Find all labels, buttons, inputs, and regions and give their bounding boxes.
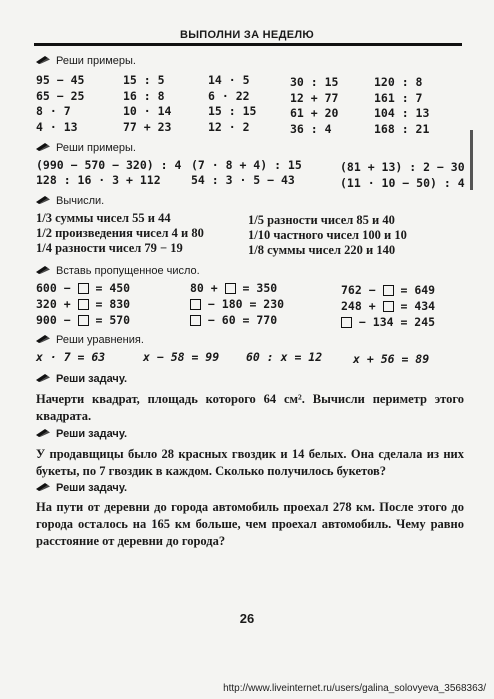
task-heading-text: Реши задачу. [56, 373, 128, 385]
example: 14 · 5 [208, 73, 250, 87]
page-title: ВЫПОЛНИ ЗА НЕДЕЛЮ [179, 29, 315, 41]
expression-part: − 180 = 230 [201, 297, 285, 311]
expression: (990 − 570 − 320) : 4 [36, 158, 182, 172]
expression-part: − 60 = 770 [201, 313, 278, 327]
pencil-icon [36, 374, 50, 382]
pencil-icon [36, 266, 50, 274]
missing-number-item [190, 281, 277, 295]
pencil-icon [36, 56, 50, 64]
task-heading-text: Реши примеры. [56, 142, 136, 154]
pencil-icon [36, 483, 50, 491]
pencil-icon [36, 196, 50, 204]
missing-number-item [36, 313, 130, 327]
example: 77 + 23 [123, 120, 172, 134]
example: 120 : 8 [374, 75, 423, 89]
answer-box [383, 301, 394, 312]
task-heading-5 [36, 334, 144, 346]
expression: (11 · 10 − 50) : 4 [340, 176, 465, 190]
expression-part: = 830 [88, 297, 131, 311]
calc-item: 1/5 разности чисел 85 и 40 [248, 213, 395, 227]
example: 65 − 25 [36, 89, 85, 103]
example: 30 : 15 [290, 75, 339, 89]
answer-box [383, 285, 394, 296]
example: 12 · 2 [208, 120, 250, 134]
task-heading-7 [36, 428, 127, 440]
task-heading-3 [36, 195, 104, 207]
missing-number-item [341, 283, 435, 297]
expression-part: 320 + [36, 297, 78, 311]
task-heading-8 [36, 482, 127, 494]
answer-box [78, 315, 89, 326]
header-rule [34, 43, 462, 46]
expression-part: = 350 [235, 281, 278, 295]
example: 61 + 20 [290, 106, 339, 120]
missing-number-item [190, 313, 277, 327]
expression: (81 + 13) : 2 − 30 [340, 160, 465, 174]
expression-part: − 134 = 245 [352, 315, 436, 329]
footer-url: http://www.liveinternet.ru/users/galina_solovyeva_3568363/ [223, 683, 486, 694]
pencil-icon [36, 335, 50, 343]
task-heading-6 [36, 373, 127, 385]
answer-box [78, 299, 89, 310]
example: 15 : 15 [208, 104, 257, 118]
missing-number-item [36, 281, 130, 295]
expression-part: = 450 [88, 281, 131, 295]
expression: 128 : 16 · 3 + 112 [36, 173, 161, 187]
answer-box [190, 299, 201, 310]
expression: 54 : 3 · 5 − 43 [191, 173, 295, 187]
task-heading-text: Реши задачу. [56, 428, 128, 440]
example: 104 : 13 [374, 106, 430, 120]
page-number: 26 [239, 611, 255, 626]
expression-part: = 570 [88, 313, 131, 327]
expression-part: 248 + [341, 299, 383, 313]
task-heading-1 [36, 55, 136, 67]
answer-box [225, 283, 236, 294]
calc-item: 1/8 суммы чисел 220 и 140 [248, 243, 396, 257]
calc-item: 1/10 частного чисел 100 и 10 [248, 228, 407, 242]
expression-part: = 434 [393, 299, 436, 313]
problem-text: На пути от деревни до города автомобиль проехал 278 км. После этого до города осталось на 165 км больше, чем проехал автомобиль. Чему равно расстояние от деревни до города? [36, 500, 464, 548]
expression: (7 · 8 + 4) : 15 [191, 158, 302, 172]
answer-box [78, 283, 89, 294]
pencil-icon [36, 143, 50, 151]
expression-part: 900 − [36, 313, 78, 327]
example: 6 · 22 [208, 89, 250, 103]
missing-number-item [36, 297, 130, 311]
equation: 60 : x = 12 [246, 350, 323, 364]
example: 95 − 45 [36, 73, 85, 87]
task-heading-4 [36, 265, 200, 277]
task-heading-text: Вставь пропущенное число. [56, 265, 200, 277]
missing-number-item [341, 299, 435, 313]
example: 36 : 4 [290, 122, 332, 136]
missing-number-item [341, 315, 435, 329]
calc-item: 1/3 суммы чисел 55 и 44 [36, 211, 171, 225]
equation: x + 56 = 89 [353, 352, 430, 366]
problem-text: Начерти квадрат, площадь которого 64 см². Вычисли периметр этого квадрата. [36, 392, 464, 423]
task-heading-text: Реши задачу. [56, 482, 128, 494]
page-edge-shadow [470, 130, 473, 190]
example: 168 : 21 [374, 122, 430, 136]
answer-box [341, 317, 352, 328]
example: 161 : 7 [374, 91, 423, 105]
example: 15 : 5 [123, 73, 165, 87]
task-heading-text: Вычисли. [56, 195, 105, 207]
calc-item: 1/4 разности чисел 79 − 19 [36, 241, 183, 255]
expression-part: = 649 [393, 283, 436, 297]
equation: x · 7 = 63 [36, 350, 106, 364]
task-heading-2 [36, 142, 136, 154]
example: 16 : 8 [123, 89, 165, 103]
equation: x − 58 = 99 [143, 350, 220, 364]
example: 10 · 14 [123, 104, 172, 118]
calc-item: 1/2 произведения чисел 4 и 80 [36, 226, 204, 240]
problem-text: У продавщицы было 28 красных гвоздик и 14 белых. Она сделала из них букеты, по 7 гвоздик в каждом. Сколько получилось букетов? [36, 447, 464, 478]
expression-part: 80 + [190, 281, 225, 295]
example: 12 + 77 [290, 91, 339, 105]
expression-part: 762 − [341, 283, 383, 297]
task-heading-text: Реши уравнения. [56, 334, 144, 346]
example: 4 · 13 [36, 120, 78, 134]
expression-part: 600 − [36, 281, 78, 295]
example: 8 · 7 [36, 104, 71, 118]
task-heading-text: Реши примеры. [56, 55, 136, 67]
pencil-icon [36, 429, 50, 437]
missing-number-item [190, 297, 284, 311]
answer-box [190, 315, 201, 326]
